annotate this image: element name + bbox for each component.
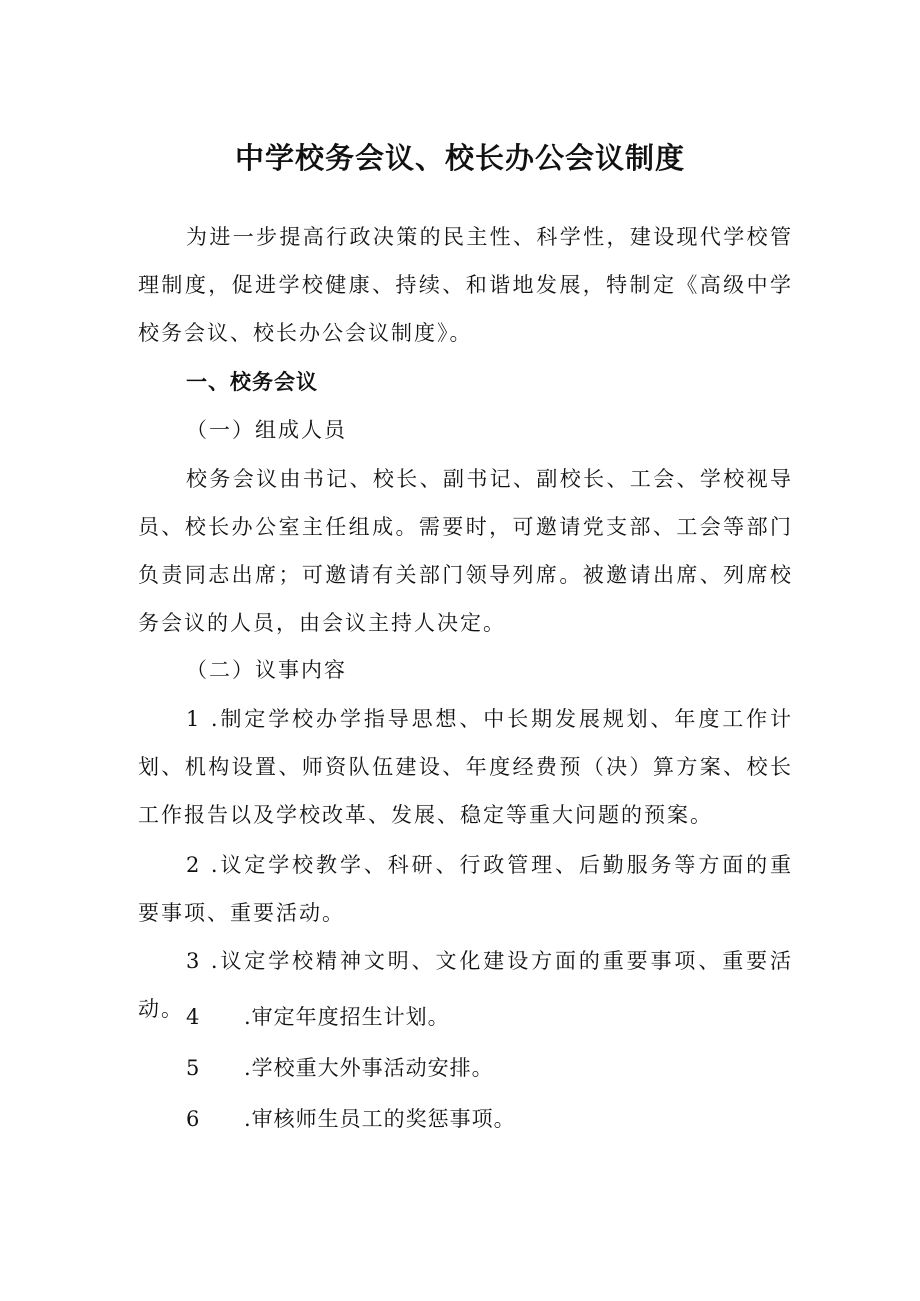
members-paragraph: 校务会议由书记、校长、副书记、副校长、工会、学校视导员、校长办公室主任组成。需要时，可邀请党支部、工会等部门负责同志出席；可邀请有关部门领导列席。被邀请出席、列席校务会议的人员，由会议主持人决定。: [138, 467, 793, 635]
subsection-heading-members: （一）组成人员: [186, 418, 347, 442]
agenda-item-text: .学校重大外事活动安排。: [244, 1056, 494, 1080]
agenda-item-1: 1 .制定学校办学指导思想、中长期发展规划、年度工作计划、机构设置、师资队伍建设、年度经费预（决）算方案、校长工作报告以及学校改革、发展、稳定等重大问题的预案。: [138, 707, 793, 827]
agenda-item-number: 4: [186, 1005, 201, 1029]
intro-paragraph: 为进一步提高行政决策的民主性、科学性，建设现代学校管理制度，促进学校健康、持续、和谐地发展，特制定《高级中学校务会议、校长办公会议制度》。: [138, 225, 793, 345]
agenda-item-text: .审定年度招生计划。: [244, 1005, 450, 1029]
agenda-item-4: [186, 997, 450, 1037]
agenda-item-6: [186, 1099, 516, 1139]
section-heading-school-affairs-meeting: 一、校务会议: [186, 370, 318, 394]
document-title: 中学校务会议、校长办公会议制度: [234, 141, 685, 175]
agenda-item-5: [186, 1048, 494, 1088]
agenda-item-text: .审核师生员工的奖惩事项。: [244, 1107, 516, 1131]
agenda-item-number: 5: [186, 1056, 201, 1080]
agenda-item-2: 2 .议定学校教学、科研、行政管理、后勤服务等方面的重要事项、重要活动。: [138, 853, 793, 925]
subsection-heading-agenda: （二）议事内容: [186, 658, 347, 682]
agenda-item-number: 6: [186, 1107, 201, 1131]
agenda-item-3: 3 .议定学校精神文明、文化建设方面的重要事项、重要活动。: [138, 949, 793, 1021]
